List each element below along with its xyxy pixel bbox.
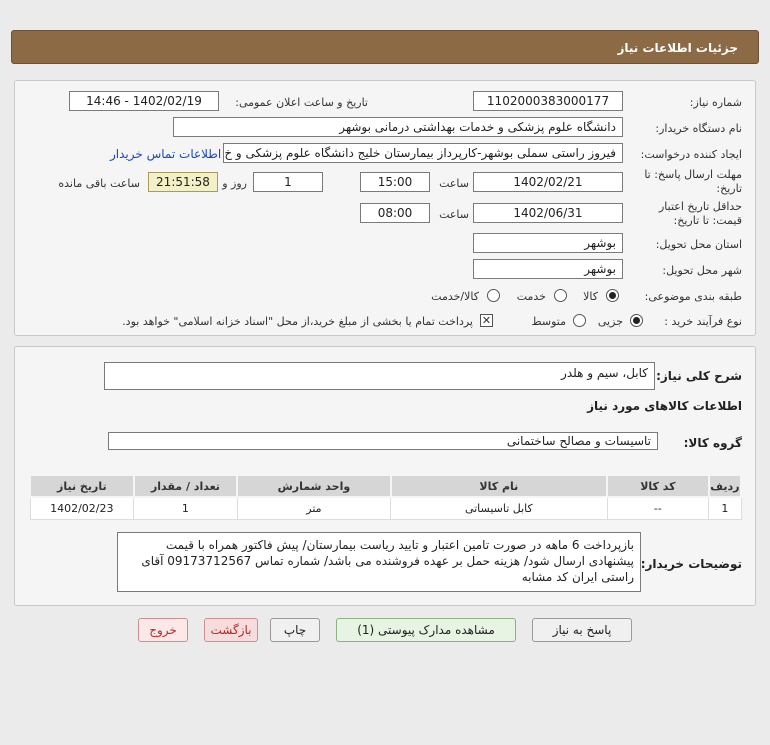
remaining-label: ساعت باقی مانده [58,177,140,190]
col-header-code: کد کالا [607,475,709,497]
remaining-time-field: 21:51:58 [148,172,218,192]
province-field: بوشهر [473,233,623,253]
back-button[interactable]: بازگشت [204,618,258,642]
table-row [30,497,741,519]
reply-deadline-label: مهلت ارسال پاسخ: تا [644,168,742,181]
col-header-name: نام کالا [391,475,608,497]
category-label: طبقه بندی موضوعی: [644,290,742,303]
need-number-label: شماره نیاز: [689,96,742,109]
reply-deadline-label-2: تاریخ: [716,182,742,195]
reply-time-field: 15:00 [360,172,430,192]
goods-table [29,474,742,520]
buyer-org-field: دانشگاه علوم پزشکی و خدمات بهداشتی درمانی بوشهر [173,117,623,137]
buyer-notes-box: بازپرداخت 6 ماهه در صورت تامین اعتبار و تایید ریاست بیمارستان/ پیش فاکتور همراه با قیمت پیشنهادی ارسال شود/ هزینه حمل بر عهده فروشنده می باشد/ شماره تماس 09173712567 آقای راستی ایران کد مشابه [117,532,641,592]
category-option-goods: کالا [583,290,598,303]
buyer-org-label: نام دستگاه خریدار: [655,122,742,135]
buyer-contact-link[interactable]: اطلاعات تماس خریدار [110,147,222,161]
goods-info-title: اطلاعات کالاهای مورد نیاز [587,399,742,413]
attachments-button[interactable]: مشاهده مدارک پیوستی (1) [336,618,516,642]
category-option-service: خدمت [516,290,546,303]
process-radio-medium[interactable] [573,314,586,327]
cell-date: 1402/02/23 [30,497,134,519]
price-valid-date-field: 1402/06/31 [473,203,623,223]
goods-group-field: تاسیسات و مصالح ساختمانی [108,432,658,450]
page-title: جزئیات اطلاعات نیاز [617,41,738,55]
payment-note: پرداخت تمام یا بخشی از مبلغ خرید،از محل "اسناد خزانه اسلامی" خواهد بود. [122,315,473,328]
table-header-row [30,475,741,497]
category-option-goods-service: کالا/خدمت [431,290,479,303]
reply-button[interactable]: پاسخ به نیاز [532,618,632,642]
cell-name: کابل تاسیساتی [391,497,608,519]
price-valid-time-label: ساعت [439,208,469,221]
city-field: بوشهر [473,259,623,279]
price-valid-time-field: 08:00 [360,203,430,223]
cell-unit: متر [237,497,390,519]
treasury-checkbox[interactable]: ✕ [481,314,492,327]
goods-group-label: گروه کالا: [683,436,742,450]
process-option-medium: متوسط [531,315,566,328]
reply-date-field: 1402/02/21 [473,172,623,192]
city-label: شهر محل تحویل: [662,264,742,277]
need-number-field: 1102000383000177 [473,91,623,111]
days-label: روز و [222,177,247,190]
category-radio-goods[interactable] [606,289,619,302]
need-desc-field: کابل، سیم و هلدر [104,362,655,390]
process-label: نوع فرآیند خرید : [664,315,742,328]
days-field: 1 [253,172,323,192]
category-radio-service[interactable] [554,289,567,302]
price-valid-label: حداقل تاریخ اعتبار [658,200,742,213]
province-label: استان محل تحویل: [655,238,742,251]
col-header-date: تاریخ نیاز [30,475,134,497]
exit-button[interactable]: خروج [138,618,188,642]
creator-label: ایجاد کننده درخواست: [640,148,742,161]
print-button[interactable]: چاپ [270,618,320,642]
cell-code: -- [607,497,709,519]
announce-field: 1402/02/19 - 14:46 [69,91,219,111]
price-valid-label-2: قیمت: تا تاریخ: [673,214,742,227]
creator-field: فیروز راستی سملی بوشهر-کارپرداز بیمارستان خلیج دانشگاه علوم پزشکی و خ [223,143,623,163]
process-radio-minor[interactable] [630,314,643,327]
process-option-minor: جزیی [597,315,623,328]
buyer-notes-label: توضیحات خریدار: [640,557,742,571]
announce-label: تاریخ و ساعت اعلان عمومی: [235,96,368,109]
col-header-row: ردیف [709,475,741,497]
col-header-unit: واحد شمارش [237,475,390,497]
category-radio-goods-service[interactable] [487,289,500,302]
page-header [11,30,759,64]
cell-qty: 1 [134,497,238,519]
need-desc-label: شرح کلی نیاز: [656,369,742,383]
cell-row-number: 1 [709,497,741,519]
col-header-qty: تعداد / مقدار [134,475,238,497]
reply-time-label: ساعت [439,177,469,190]
